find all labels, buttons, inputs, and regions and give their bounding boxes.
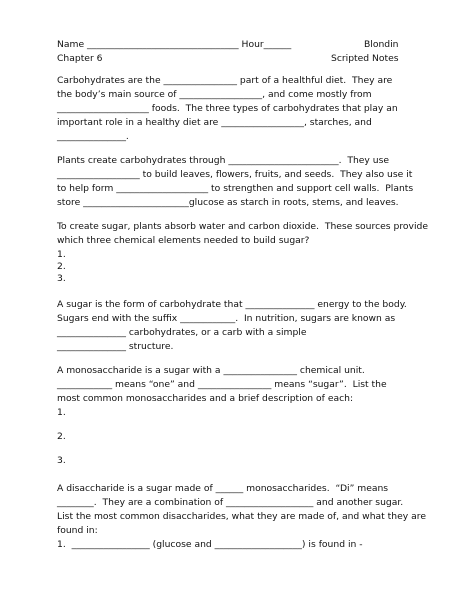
name-hour-line: Name _________________________________ Hour______	[57, 39, 292, 50]
text-line: _______________ carbohydrates, or a carb with a simple	[57, 327, 307, 338]
teacher-name: Blondin	[364, 39, 399, 50]
text-line: A sugar is the form of carbohydrate that _______________ energy to the body.	[57, 299, 407, 310]
text-line: store _______________________glucose as starch in roots, stems, and leaves.	[57, 197, 399, 208]
text-line: most common monosaccharides and a brief description of each:	[57, 393, 354, 404]
list-number: 2.	[57, 431, 66, 442]
text-line: which three chemical elements needed to build sugar?	[57, 235, 310, 246]
text-line: found in:	[57, 525, 98, 536]
text-line: ____________________ foods. The three types of carbohydrates that play an	[57, 103, 398, 114]
text-line: A disaccharide is a sugar made of ______ monosaccharides. “Di” means	[57, 483, 389, 494]
text-line: to help form ____________________ to strengthen and support cell walls. Plants	[57, 183, 414, 194]
text-line: ________. They are a combination of ___________________ and another sugar.	[57, 497, 404, 508]
list-number: 1.	[57, 407, 66, 418]
text-line: Plants create carbohydrates through ________________________. They use	[57, 155, 390, 166]
text-line: ____________ means “one” and ________________ means “sugar”. List the	[57, 379, 387, 390]
list-number: 1. _________________ (glucose and ___________________) is found in -	[57, 539, 363, 550]
list-number: 3.	[57, 455, 66, 466]
text-line: important role in a healthy diet are __________________, starches, and	[57, 117, 372, 128]
document-type: Scripted Notes	[331, 53, 399, 64]
list-number: 2.	[57, 261, 66, 272]
text-line: the body’s main source of __________________, and come mostly from	[57, 89, 372, 100]
chapter-label: Chapter 6	[57, 53, 103, 64]
text-line: __________________ to build leaves, flowers, fruits, and seeds. They also use it	[57, 169, 413, 180]
text-line: _______________ structure.	[57, 341, 174, 352]
text-line: Sugars end with the suffix ____________. In nutrition, sugars are known as	[57, 313, 396, 324]
text-line: Carbohydrates are the ________________ part of a healthful diet. They are	[57, 75, 393, 86]
text-line: List the most common disaccharides, what they are made of, and what they are	[57, 511, 426, 522]
list-number: 1.	[57, 249, 66, 260]
text-line: _______________.	[57, 131, 129, 142]
list-number: 3.	[57, 273, 66, 284]
text-line: To create sugar, plants absorb water and carbon dioxide. These sources provide	[57, 221, 428, 232]
text-line: A monosaccharide is a sugar with a ________________ chemical unit.	[57, 365, 365, 376]
